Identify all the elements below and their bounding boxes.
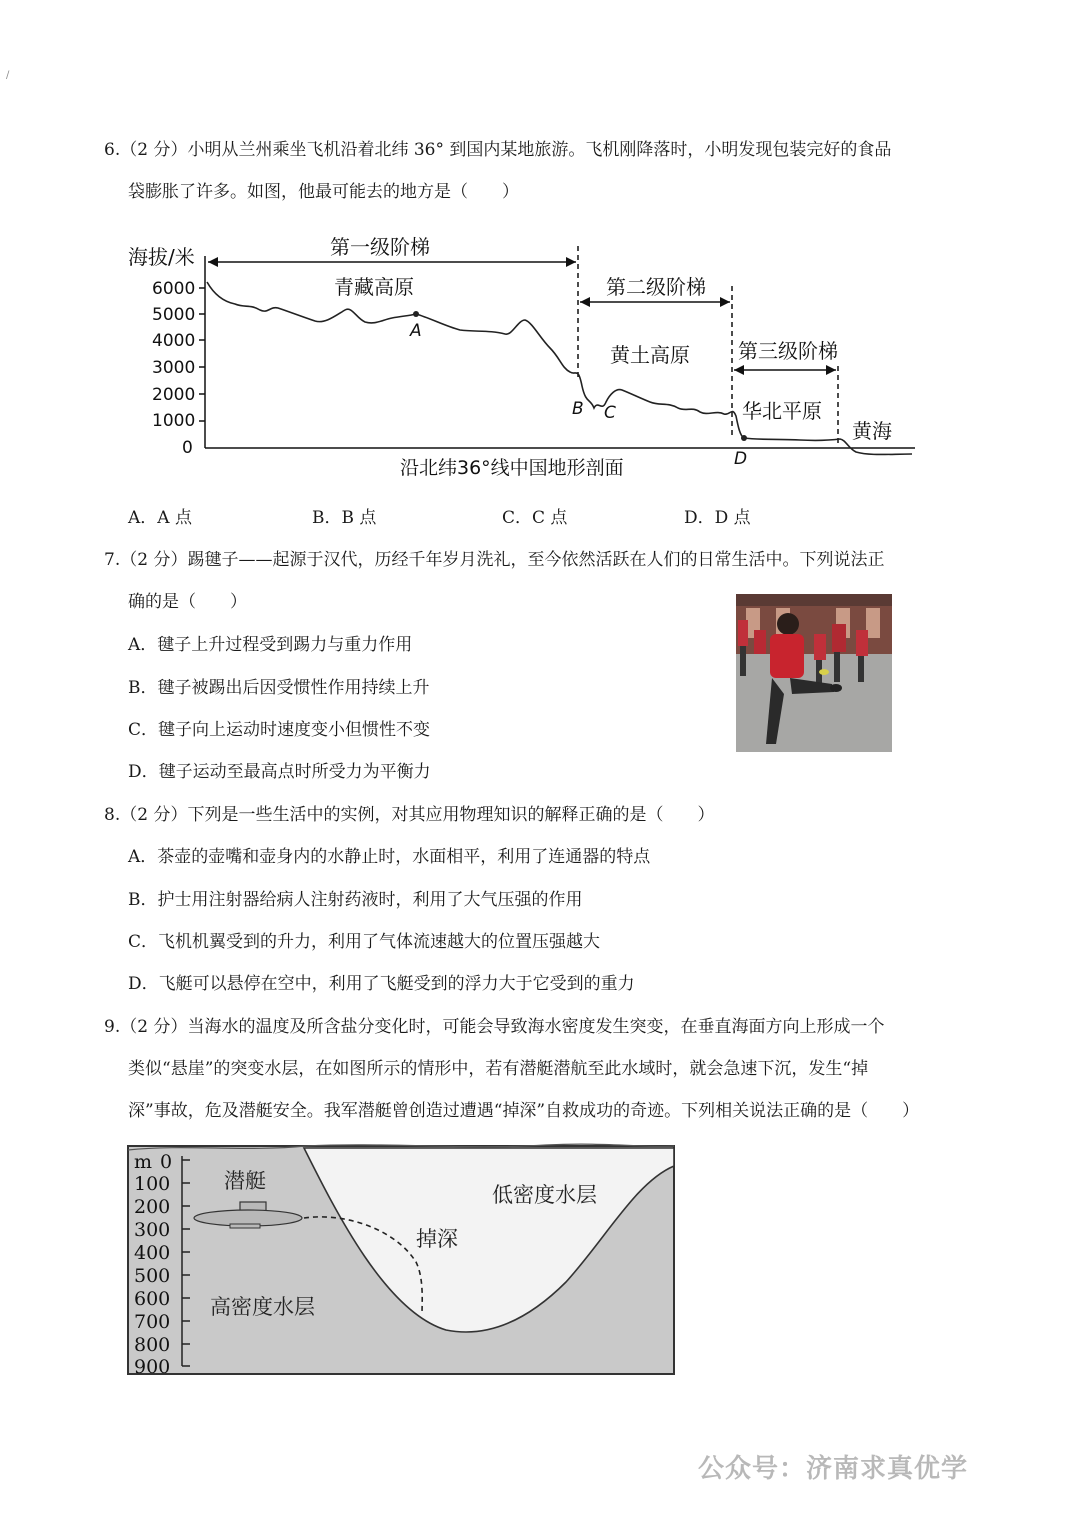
y-tick: 2000 (152, 385, 196, 405)
step1-label: 第一级阶梯 (330, 235, 430, 259)
q6-option-d: D．D 点 (684, 508, 751, 528)
submarine-label: 潜艇 (224, 1169, 266, 1193)
q6-line1: 6.（2 分）小明从兰州乘坐飞机沿着北纬 36° 到国内某地旅游。飞机刚降落时，小明发现包装完好的食品 (104, 140, 892, 160)
q6-line2: 袋膨胀了许多。如图，他最可能去的地方是（ ） (128, 182, 519, 202)
q7-option-d: D．毽子运动至最高点时所受力为平衡力 (128, 762, 431, 782)
shuttlecock-photo (736, 594, 892, 752)
q8-option-b: B．护士用注射器给病人注射药液时，利用了大气压强的作用 (128, 890, 583, 910)
q9-line1: 9.（2 分）当海水的温度及所含盐分变化时，可能会导致海水密度发生突变，在垂直海面方向上形成一个 (104, 1017, 885, 1037)
y-tick: 1000 (152, 411, 196, 431)
point-a-marker (413, 311, 419, 317)
depth-tick: 100 (134, 1173, 171, 1195)
depth-tick: 0 (160, 1151, 173, 1173)
corner-mark: / (6, 70, 10, 81)
y-axis-label: 海拔/米 (128, 245, 195, 269)
q7-option-b: B．毽子被踢出后因受惯性作用持续上升 (128, 678, 430, 698)
region1-label: 青藏高原 (334, 275, 414, 299)
step2-label: 第二级阶梯 (606, 275, 706, 299)
y-tick: 4000 (152, 331, 196, 351)
q8-option-c: C．飞机机翼受到的升力，利用了气体流速越大的位置压强越大 (128, 932, 601, 952)
y-tick: 6000 (152, 279, 196, 299)
q6-option-c: C．C 点 (502, 508, 568, 528)
q9-line2: 类似“悬崖”的突变水层，在如图所示的情形中，若有潜艇潜航至此水域时，就会急速下沉，发生“掉 (128, 1059, 869, 1079)
sea-label: 黄海 (852, 419, 892, 443)
depth-tick: 900 (134, 1356, 171, 1376)
y-tick: 0 (182, 438, 193, 458)
depth-tick: 800 (134, 1334, 171, 1356)
terrain-profile-figure (120, 226, 920, 488)
q8-option-d: D．飞艇可以悬停在空中，利用了飞艇受到的浮力大于它受到的重力 (128, 974, 635, 994)
point-a-label: A (410, 321, 422, 341)
q7-option-a: A．毽子上升过程受到踢力与重力作用 (128, 635, 413, 655)
q8-option-a: A．茶壶的壶嘴和壶身内的水静止时，水面相平，利用了连通器的特点 (128, 847, 651, 867)
depth-tick: 300 (134, 1219, 171, 1241)
submarine-density-figure (126, 1142, 678, 1376)
q6-option-a: A．A 点 (128, 508, 192, 528)
q7-option-c: C．毽子向上运动时速度变小但惯性不变 (128, 720, 431, 740)
depth-tick: 400 (134, 1242, 171, 1264)
watermark: 公众号：济南求真优学 (698, 1454, 969, 1484)
step3-label: 第三级阶梯 (738, 339, 838, 363)
terrain-line (207, 282, 912, 455)
y-tick: 3000 (152, 358, 196, 378)
point-c-label: C (604, 403, 616, 423)
figure-caption: 沿北纬36°线中国地形剖面 (400, 457, 624, 479)
region2-label: 黄土高原 (610, 343, 690, 367)
point-d-label: D (734, 449, 748, 469)
depth-tick: 500 (134, 1265, 171, 1287)
depth-tick: 200 (134, 1196, 171, 1218)
q8-line1: 8.（2 分）下列是一些生活中的实例，对其应用物理知识的解释正确的是（ ） (104, 805, 715, 825)
depth-tick: 700 (134, 1311, 171, 1333)
q9-line3: 深”事故，危及潜艇安全。我军潜艇曾创造过遭遇“掉深”自救成功的奇迹。下列相关说法正确的是（ ） (128, 1101, 920, 1121)
depth-tick: 600 (134, 1288, 171, 1310)
q7-line2: 确的是（ ） (128, 592, 247, 612)
q7-line1: 7.（2 分）踢毽子——起源于汉代，历经千年岁月洗礼，至今依然活跃在人们的日常生活中。下列说法正 (104, 550, 885, 570)
high-density-label: 高密度水层 (210, 1295, 315, 1319)
drop-label: 掉深 (416, 1227, 458, 1251)
y-tick: 5000 (152, 305, 196, 325)
point-d-marker (741, 435, 747, 441)
q6-option-b: B．B 点 (312, 508, 377, 528)
region3-label: 华北平原 (742, 399, 822, 423)
low-density-label: 低密度水层 (492, 1183, 597, 1207)
depth-unit: m (134, 1151, 153, 1173)
point-b-label: B (572, 399, 584, 419)
